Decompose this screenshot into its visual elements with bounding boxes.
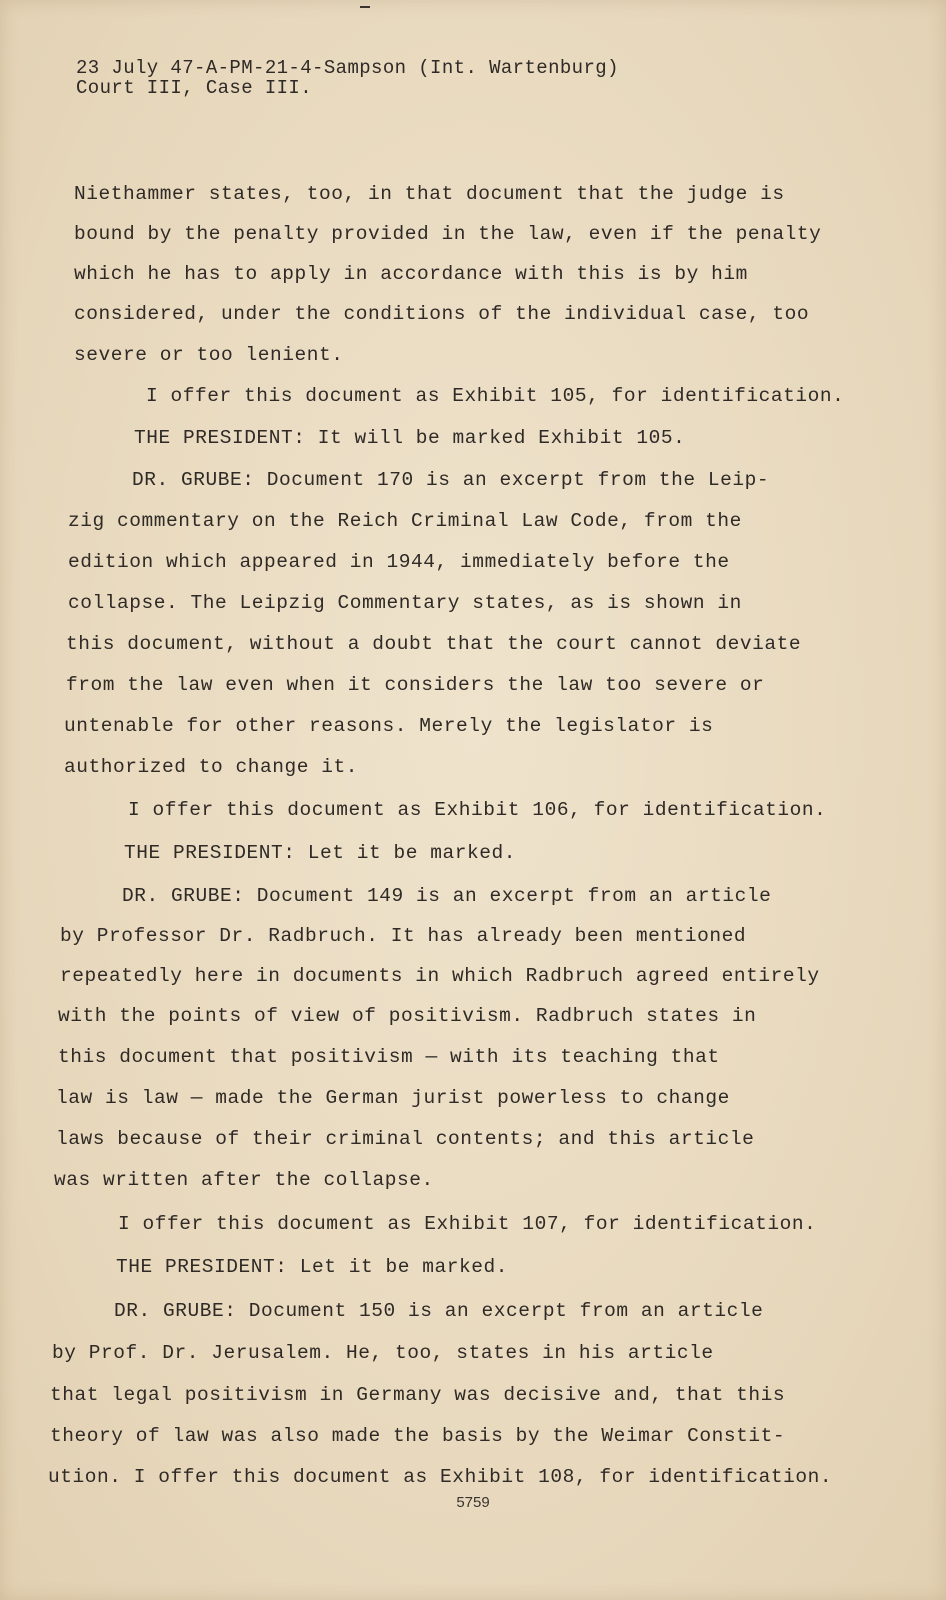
body-line: collapse. The Leipzig Commentary states, as is shown in — [68, 592, 742, 614]
body-line: by Professor Dr. Radbruch. It has already been mentioned — [60, 925, 747, 947]
body-line: this document that positivism — with its teaching that — [58, 1046, 720, 1068]
body-line: bound by the penalty provided in the law, even if the penalty — [74, 223, 822, 245]
body-line: by Prof. Dr. Jerusalem. He, too, states in his article — [52, 1342, 714, 1364]
body-line: untenable for other reasons. Merely the legislator is — [64, 715, 714, 737]
body-line: I offer this document as Exhibit 107, for identification. — [118, 1213, 817, 1235]
body-line: with the points of view of positivism. Radbruch states in — [58, 1005, 757, 1027]
page-header — [76, 58, 619, 98]
body-line: THE PRESIDENT: It will be marked Exhibit 105. — [134, 427, 686, 449]
body-line: edition which appeared in 1944, immediately before the — [68, 551, 730, 573]
body-line: this document, without a doubt that the court cannot deviate — [66, 633, 802, 655]
body-line: severe or too lenient. — [74, 344, 344, 366]
body-line: from the law even when it considers the law too severe or — [66, 674, 765, 696]
body-line: DR. GRUBE: Document 150 is an excerpt from an article — [114, 1300, 764, 1322]
body-line: I offer this document as Exhibit 105, for identification. — [146, 385, 845, 407]
header-line-2: Court III, Case III. — [76, 77, 313, 99]
body-line: ution. I offer this document as Exhibit 108, for identification. — [48, 1466, 833, 1488]
body-line: DR. GRUBE: Document 149 is an excerpt from an article — [122, 885, 772, 907]
page-number: 5759 — [456, 1494, 490, 1511]
body-line: Niethammer states, too, in that document that the judge is — [74, 183, 785, 205]
body-line: THE PRESIDENT: Let it be marked. — [116, 1256, 509, 1278]
body-line: repeatedly here in documents in which Radbruch agreed entirely — [60, 965, 820, 987]
body-line: THE PRESIDENT: Let it be marked. — [124, 842, 517, 864]
body-line: theory of law was also made the basis by the Weimar Constit- — [50, 1425, 786, 1447]
body-line: zig commentary on the Reich Criminal Law Code, from the — [68, 510, 742, 532]
header-line-1: 23 July 47-A-PM-21-4-Sampson (Int. Wartenburg) — [76, 57, 619, 79]
body-line: laws because of their criminal contents; and this article — [56, 1128, 755, 1150]
body-line: authorized to change it. — [64, 756, 359, 778]
body-line: which he has to apply in accordance with this is by him — [74, 263, 748, 285]
body-line: law is law — made the German jurist powerless to change — [56, 1087, 730, 1109]
body-line: was written after the collapse. — [54, 1169, 434, 1191]
body-line: considered, under the conditions of the individual case, too — [74, 303, 810, 325]
body-line: DR. GRUBE: Document 170 is an excerpt from the Leip- — [132, 469, 770, 491]
body-line: that legal positivism in Germany was decisive and, that this — [50, 1384, 786, 1406]
body-line: I offer this document as Exhibit 106, for identification. — [128, 799, 827, 821]
punch-mark — [360, 0, 370, 8]
